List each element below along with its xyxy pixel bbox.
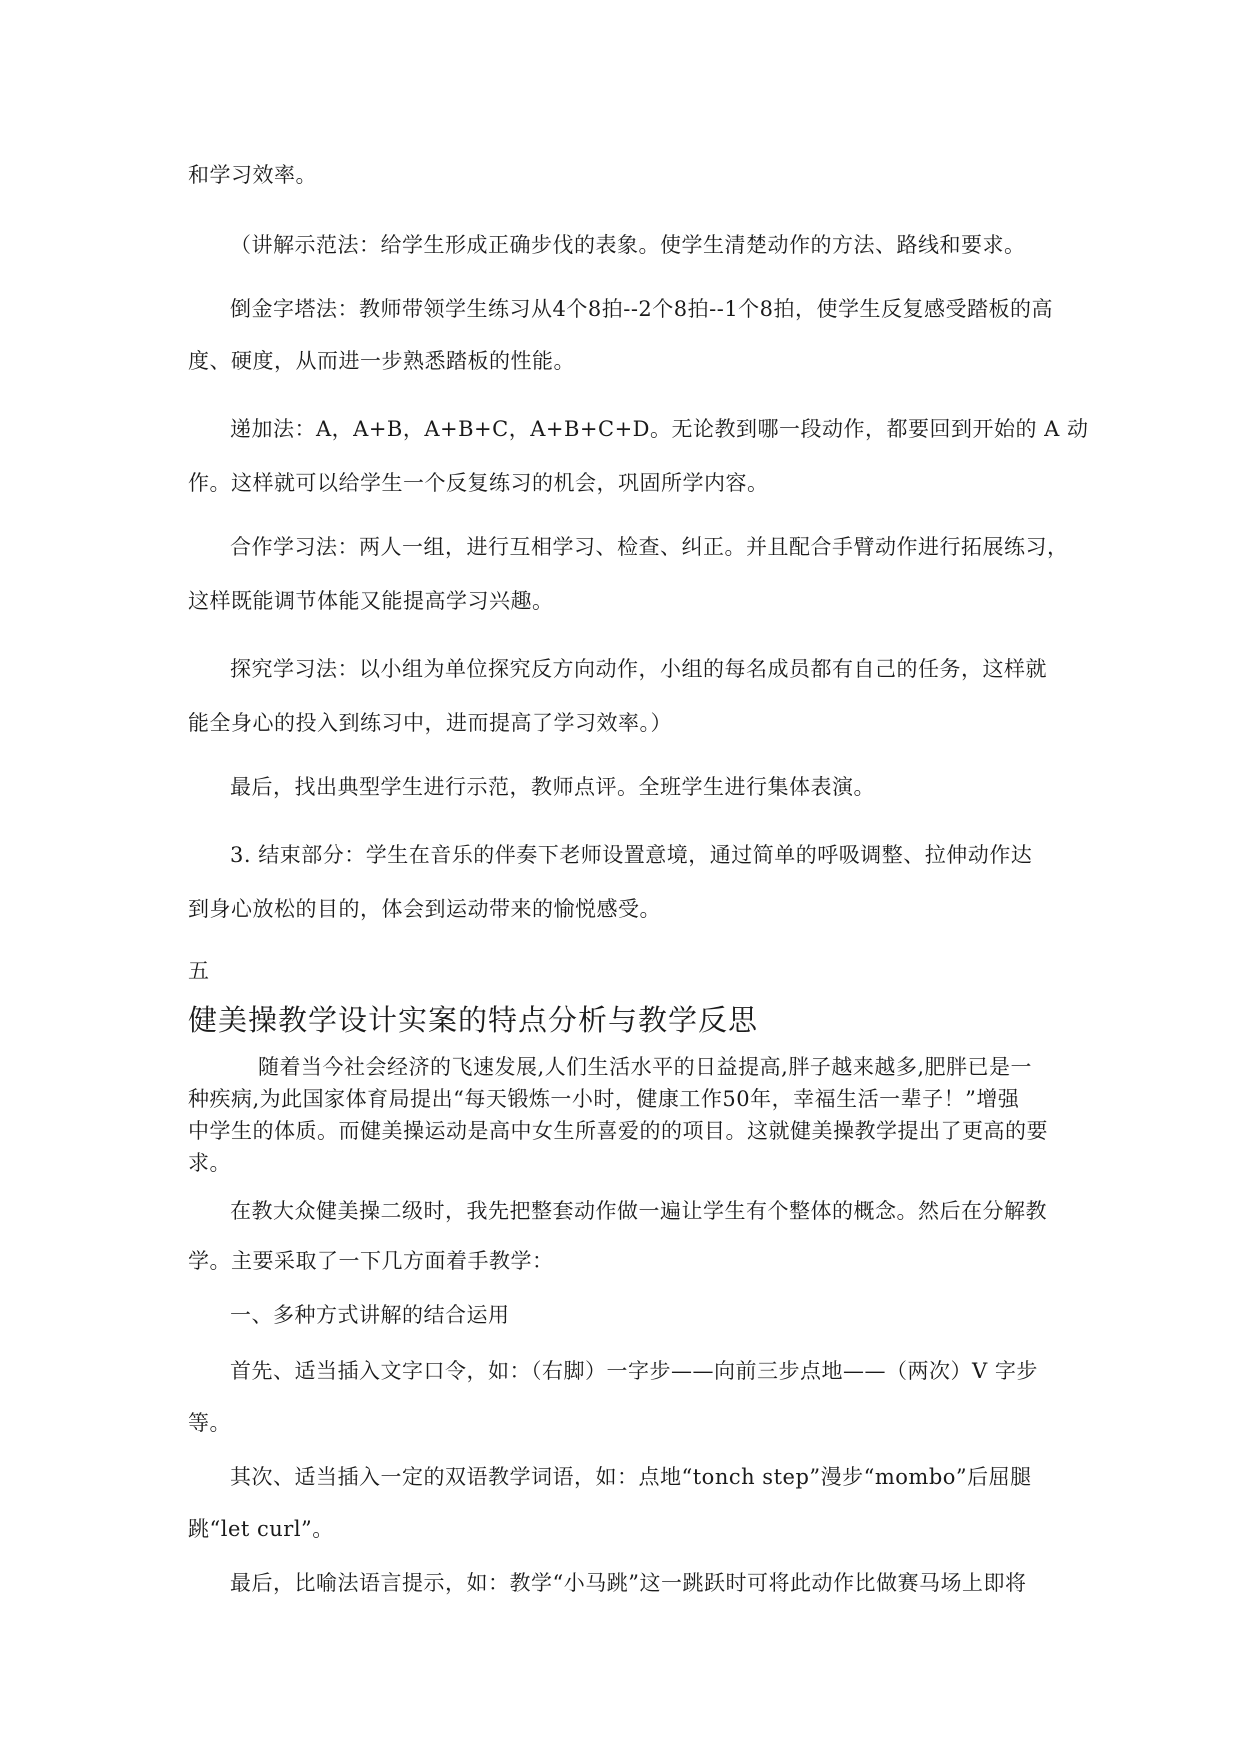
text-line: 倒金字塔法：教师带领学生练习从4个8拍--2个8拍--1个8拍，使学生反复感受踏板的高 [230, 297, 1054, 321]
text-line: 3. 结束部分：学生在音乐的伴奏下老师设置意境，通过简单的呼吸调整、拉伸动作达 [230, 843, 1033, 867]
text-line: 一、多种方式讲解的结合运用 [230, 1303, 510, 1327]
text-line: 求。 [188, 1151, 231, 1175]
text-line: 在教大众健美操二级时，我先把整套动作做一遍让学生有个整体的概念。然后在分解教 [230, 1199, 1047, 1223]
text-line: 随着当今社会经济的飞速发展,人们生活水平的日益提高,胖子越来越多,肥胖已是一 [258, 1055, 1033, 1079]
section-number: 五 [188, 959, 210, 983]
text-line: 其次、适当插入一定的双语教学词语，如：点地“tonch step”漫步“mombo”后屈腿 [230, 1465, 1032, 1489]
text-line: 最后，比喻法语言提示，如：教学“小马跳”这一跳跃时可将此动作比做赛马场上即将 [230, 1571, 1027, 1595]
section-heading: 健美操教学设计实案的特点分析与教学反思 [188, 1003, 759, 1037]
text-line: 探究学习法：以小组为单位探究反方向动作，小组的每名成员都有自己的任务，这样就 [230, 657, 1047, 681]
text-line: 作。这样就可以给学生一个反复练习的机会，巩固所学内容。 [188, 471, 769, 495]
text-line: 首先、适当插入文字口令，如：（右脚）一字步——向前三步点地——（两次）V 字步 [230, 1359, 1038, 1383]
text-line: 能全身心的投入到练习中，进而提高了学习效率。） [188, 711, 672, 735]
text-line: 中学生的体质。而健美操运动是高中女生所喜爱的的项目。这就健美操教学提出了更高的要 [188, 1119, 1048, 1143]
text-line: 到身心放松的目的，体会到运动带来的愉悦感受。 [188, 897, 661, 921]
text-line: 度、硬度，从而进一步熟悉踏板的性能。 [188, 349, 575, 373]
text-line: 和学习效率。 [188, 163, 317, 187]
text-line: （讲解示范法：给学生形成正确步伐的表象。使学生清楚动作的方法、路线和要求。 [230, 233, 1026, 257]
text-line: 等。 [188, 1411, 231, 1435]
text-line: 学。主要采取了一下几方面着手教学： [188, 1249, 554, 1273]
text-line: 种疾病,为此国家体育局提出“每天锻炼一小时，健康工作50年，幸福生活一辈子！”增强 [188, 1087, 1020, 1111]
text-line: 递加法：A，A+B，A+B+C，A+B+C+D。无论教到哪一段动作，都要回到开始的 A 动 [230, 417, 1089, 441]
text-line: 最后，找出典型学生进行示范，教师点评。全班学生进行集体表演。 [230, 775, 875, 799]
text-line: 合作学习法：两人一组，进行互相学习、检查、纠正。并且配合手臂动作进行拓展练习， [230, 535, 1069, 559]
text-line: 跳“let curl”。 [188, 1517, 334, 1541]
text-line: 这样既能调节体能又能提高学习兴趣。 [188, 589, 554, 613]
